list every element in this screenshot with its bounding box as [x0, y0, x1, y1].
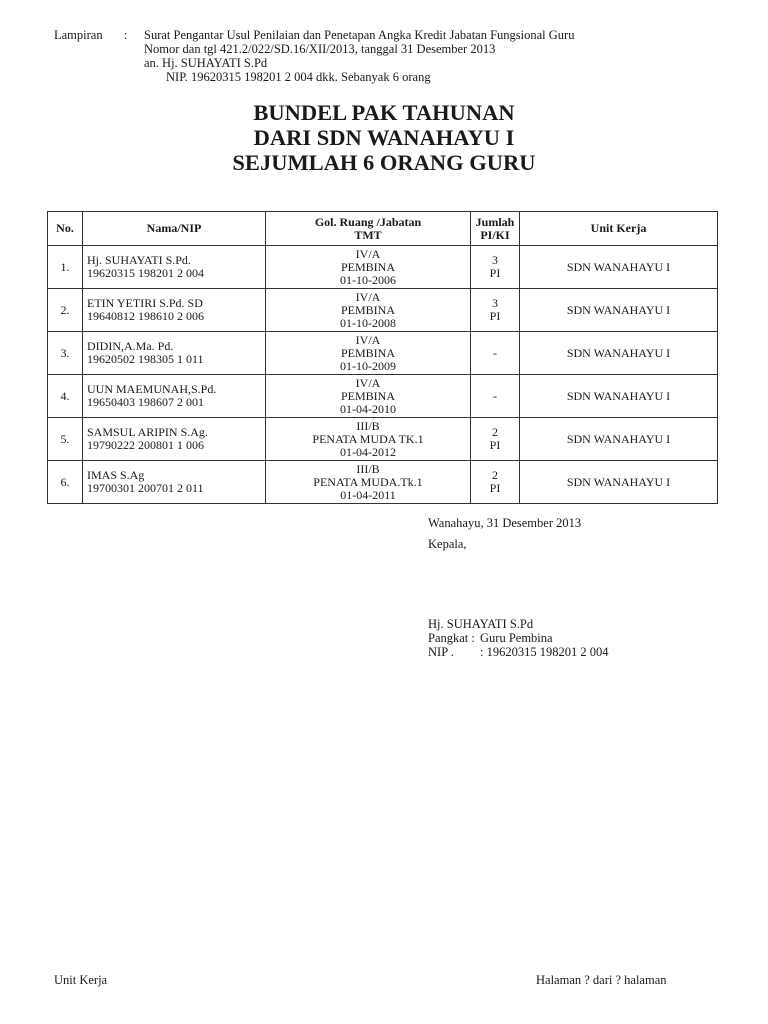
row-no: 2.	[48, 289, 83, 332]
signature-nip	[428, 645, 608, 659]
title-line-1: BUNDEL PAK TAHUNAN	[253, 100, 515, 125]
table-row	[48, 461, 718, 504]
row-pk: PI	[489, 481, 501, 495]
signature-place-date: Wanahayu, 31 Desember 2013	[428, 516, 582, 530]
row-jumlah-value: -	[493, 388, 497, 403]
footer-unit-kerja: Unit Kerja	[54, 973, 108, 987]
row-jumlah	[471, 246, 520, 289]
row-no: 4.	[48, 375, 83, 418]
row-gol-ruang: III/B	[356, 461, 380, 476]
row-gol	[266, 461, 471, 504]
header-gol-line-1: Gol. Ruang /Jabatan	[314, 214, 422, 229]
row-unit: SDN WANAHAYU I	[520, 418, 718, 461]
pangkat-label: Pangkat :	[428, 631, 475, 645]
row-nip: 19790222 200801 1 006	[87, 438, 204, 452]
row-no: 6.	[48, 461, 83, 504]
row-name: DIDIN,A.Ma. Pd.	[87, 339, 174, 353]
row-jumlah	[471, 332, 520, 375]
row-no: 3.	[48, 332, 83, 375]
row-name-nip	[83, 375, 266, 418]
row-jumlah	[471, 418, 520, 461]
row-jabatan: PEMBINA	[340, 302, 395, 317]
table-row	[48, 246, 718, 289]
row-unit: SDN WANAHAYU I	[520, 332, 718, 375]
teacher-table	[47, 211, 718, 504]
lampiran-details	[144, 28, 574, 84]
document-title	[0, 100, 768, 175]
row-gol-ruang: IV/A	[355, 375, 381, 390]
header-jumlah-line-1: Jumlah	[475, 214, 515, 229]
title-line-2: DARI SDN WANAHAYU I	[253, 125, 515, 150]
header-gol	[266, 212, 471, 246]
row-tmt: 01-04-2011	[340, 487, 396, 502]
table-row	[48, 289, 718, 332]
row-name-nip	[83, 332, 266, 375]
row-jumlah	[471, 289, 520, 332]
row-name-nip	[83, 289, 266, 332]
table-row	[48, 375, 718, 418]
lampiran-line-3: an. Hj. SUHAYATI S.Pd	[144, 56, 268, 70]
row-jumlah	[471, 461, 520, 504]
row-nip: 19640812 198610 2 006	[87, 309, 204, 323]
row-name-nip	[83, 418, 266, 461]
row-jumlah-value: -	[493, 345, 497, 360]
nip-value: : 19620315 198201 2 004	[480, 645, 609, 659]
row-name-nip	[83, 461, 266, 504]
row-jabatan: PEMBINA	[340, 259, 395, 274]
row-gol	[266, 418, 471, 461]
row-nip: 19620315 198201 2 004	[87, 266, 204, 280]
row-gol	[266, 375, 471, 418]
signature-role: Kepala,	[428, 537, 467, 551]
table-row	[48, 332, 718, 375]
lampiran-colon: :	[124, 28, 128, 42]
signature-block	[428, 516, 608, 659]
row-jabatan: PENATA MUDA TK.1	[312, 431, 424, 446]
row-pk: PI	[489, 438, 501, 452]
row-unit: SDN WANAHAYU I	[520, 461, 718, 504]
row-name: ETIN YETIRI S.Pd. SD	[87, 296, 203, 310]
row-nip: 19620502 198305 1 011	[87, 352, 204, 366]
row-gol	[266, 332, 471, 375]
table-row	[48, 418, 718, 461]
row-tmt: 01-10-2006	[340, 272, 396, 287]
row-gol-ruang: IV/A	[355, 246, 381, 261]
row-name: Hj. SUHAYATI S.Pd.	[87, 253, 191, 267]
row-tmt: 01-04-2010	[340, 401, 396, 416]
row-jumlah-value: 2	[492, 468, 498, 482]
header-jumlah	[471, 212, 520, 246]
row-gol	[266, 246, 471, 289]
lampiran-line-1: Surat Pengantar Usul Penilaian dan Penetapan Angka Kredit Jabatan Fungsional Guru	[144, 28, 575, 42]
pangkat-value: Guru Pembina	[480, 631, 553, 645]
lampiran-line-2: Nomor dan tgl 421.2/022/SD.16/XII/2013, tanggal 31 Desember 2013	[144, 42, 496, 56]
row-jumlah	[471, 375, 520, 418]
lampiran-line-4: NIP. 19620315 198201 2 004 dkk. Sebanyak 6 orang	[166, 70, 431, 84]
row-gol-ruang: IV/A	[355, 332, 381, 347]
row-pk: PI	[489, 309, 501, 323]
row-nip: 19700301 200701 2 011	[87, 481, 204, 495]
row-pk: PI	[489, 266, 501, 280]
signature-name: Hj. SUHAYATI S.Pd	[428, 617, 534, 631]
row-tmt: 01-10-2009	[340, 358, 396, 373]
row-name: IMAS S.Ag	[87, 468, 145, 482]
row-no: 5.	[48, 418, 83, 461]
row-jabatan: PEMBINA	[340, 345, 395, 360]
row-name: SAMSUL ARIPIN S.Ag.	[87, 425, 208, 439]
row-tmt: 01-10-2008	[340, 315, 396, 330]
row-gol	[266, 289, 471, 332]
row-unit: SDN WANAHAYU I	[520, 289, 718, 332]
row-jumlah-value: 3	[492, 253, 498, 267]
row-jabatan: PEMBINA	[340, 388, 395, 403]
row-name: UUN MAEMUNAH,S.Pd.	[87, 382, 217, 396]
signature-pangkat	[428, 631, 608, 645]
lampiran-label: Lampiran	[54, 28, 103, 42]
row-jumlah-value: 3	[492, 296, 498, 310]
row-nip: 19650403 198607 2 001	[87, 395, 204, 409]
header-nama: Nama/NIP	[83, 212, 266, 246]
row-unit: SDN WANAHAYU I	[520, 246, 718, 289]
row-jabatan: PENATA MUDA.Tk.1	[313, 474, 423, 489]
row-gol-ruang: III/B	[356, 418, 380, 433]
nip-label: NIP .	[428, 645, 454, 659]
row-gol-ruang: IV/A	[355, 289, 381, 304]
row-jumlah-value: 2	[492, 425, 498, 439]
row-tmt: 01-04-2012	[340, 444, 396, 459]
title-line-3: SEJUMLAH 6 ORANG GURU	[232, 150, 536, 175]
table-header-row	[48, 212, 718, 246]
row-no: 1.	[48, 246, 83, 289]
header-unit: Unit Kerja	[520, 212, 718, 246]
footer-page-count: Halaman ? dari ? halaman	[536, 973, 667, 987]
header-jumlah-line-2: PI/KI	[480, 227, 510, 242]
row-unit: SDN WANAHAYU I	[520, 375, 718, 418]
header-no: No.	[48, 212, 83, 246]
header-gol-line-2: TMT	[354, 227, 382, 242]
row-name-nip	[83, 246, 266, 289]
